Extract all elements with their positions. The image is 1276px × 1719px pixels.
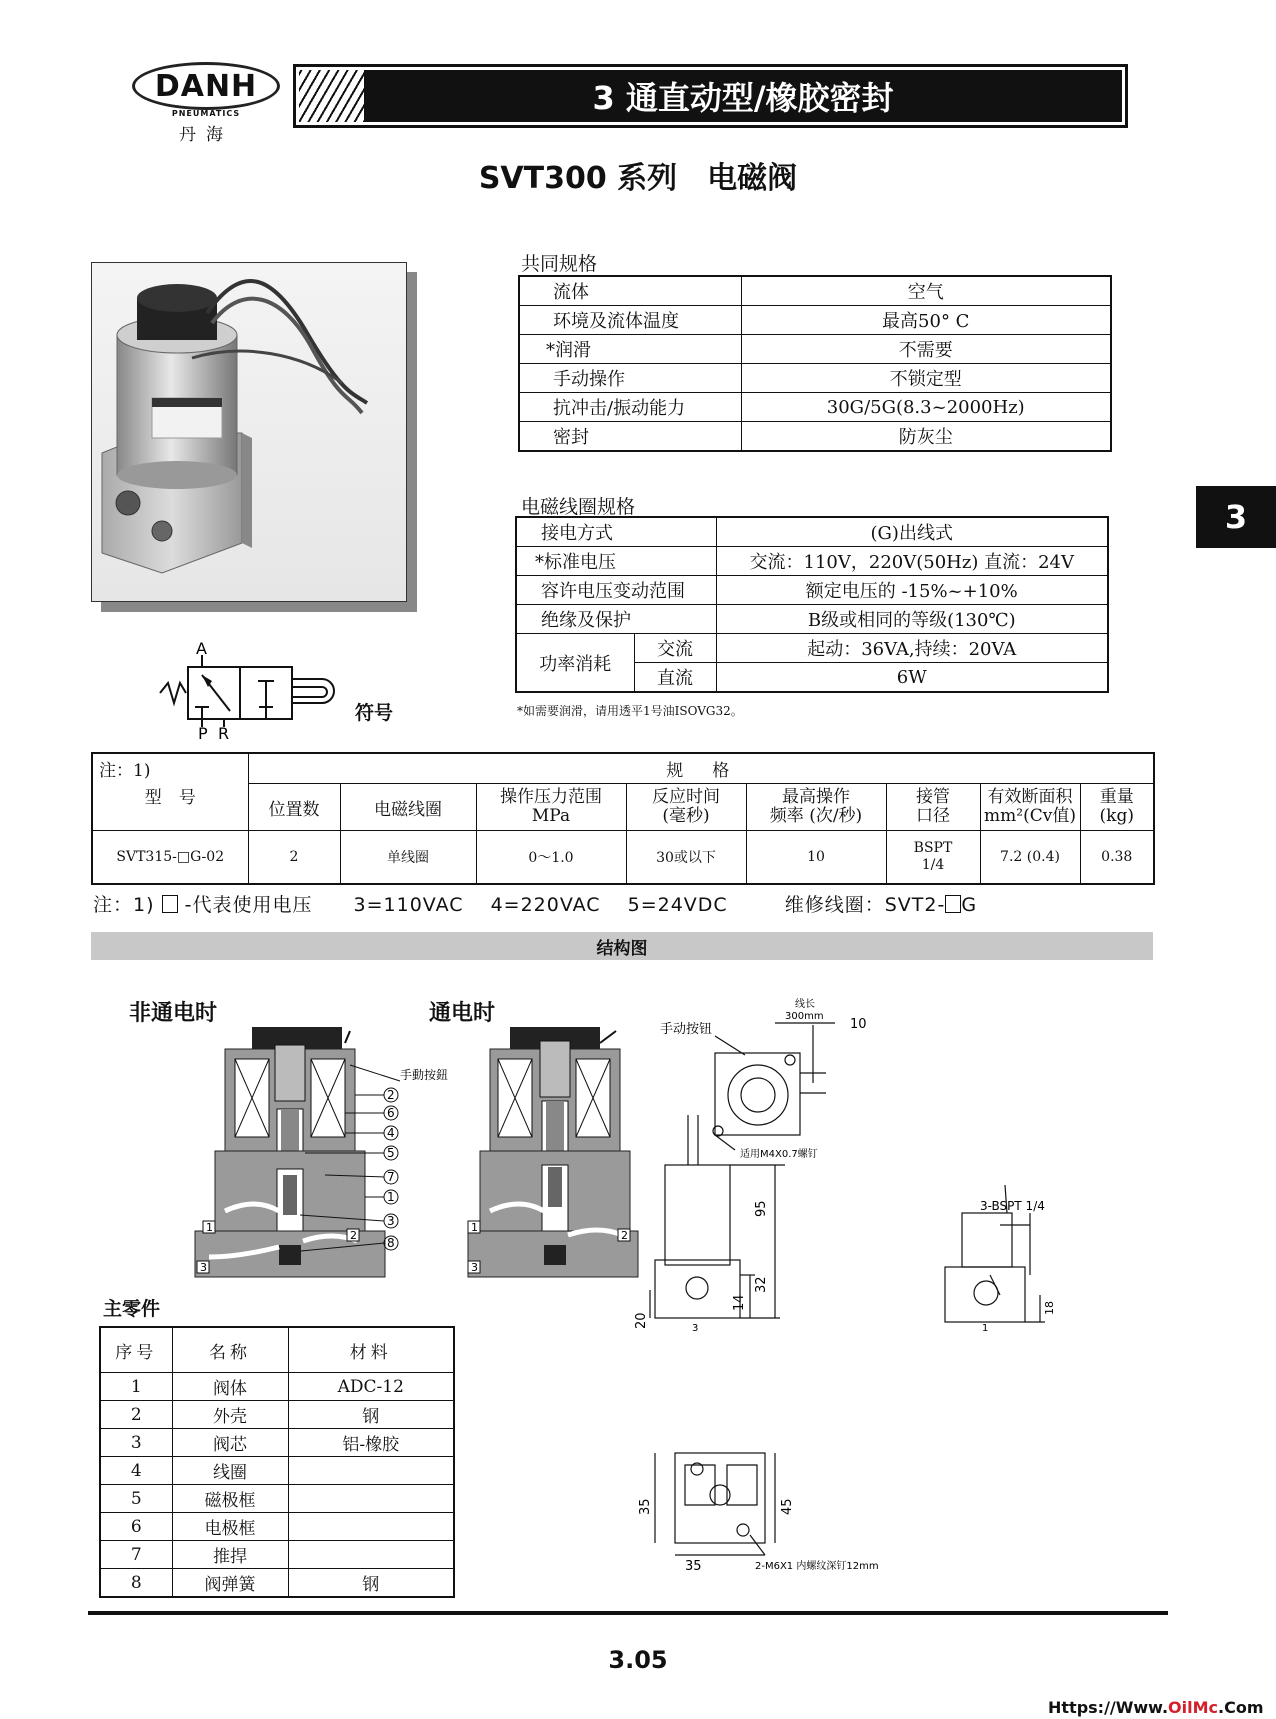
logo-oval xyxy=(132,62,280,110)
part-name: 阀体 xyxy=(172,1373,288,1401)
spec-key: 接电方式 xyxy=(516,517,716,547)
spec-value: (G)出线式 xyxy=(716,517,1108,547)
table-row xyxy=(100,1429,454,1457)
page-number: 3.05 xyxy=(608,1646,668,1674)
spec-value: 防灰尘 xyxy=(741,422,1111,452)
parts-title: 主零件 xyxy=(103,1298,161,1320)
dim-35-width: 35 xyxy=(685,1559,702,1574)
symbol-port-a: A xyxy=(196,639,207,658)
table-row xyxy=(516,605,1108,634)
spec-key: *润滑 xyxy=(519,335,741,364)
chapter-tab: 3 xyxy=(1196,486,1276,548)
spec-value: 交流：110V，220V(50Hz) 直流：24V xyxy=(716,547,1108,576)
column-header: 位置数 xyxy=(248,784,340,831)
valve-illustration xyxy=(92,263,406,601)
common-spec-caption: 共同规格 xyxy=(521,253,598,275)
watermark-pre: Https://Www. xyxy=(1048,1698,1169,1717)
dim-14: 14 xyxy=(732,1294,747,1311)
part-name: 磁极框 xyxy=(172,1485,288,1513)
de-energized-title: 非通电时 xyxy=(129,1001,218,1026)
banner-title: 3 通直动型/橡胶密封 xyxy=(364,70,1122,122)
section-banner xyxy=(293,64,1128,128)
part-no: 6 xyxy=(100,1513,172,1541)
port-1-label: 1 xyxy=(471,1221,478,1234)
port-1-label: 1 xyxy=(206,1221,213,1234)
table-row xyxy=(100,1457,454,1485)
callout-7: 7 xyxy=(387,1170,395,1184)
dim-35-height: 35 xyxy=(638,1498,653,1515)
port-3-label: 3 xyxy=(200,1261,207,1274)
table-cell: BSPT 1/4 xyxy=(886,831,980,885)
table-row xyxy=(100,1541,454,1569)
spec-value: 空气 xyxy=(741,276,1111,306)
footnote-prefix: 注：1) xyxy=(93,894,155,916)
danh-logo xyxy=(132,62,282,145)
part-material: 钢 xyxy=(288,1569,454,1598)
table-row xyxy=(519,335,1111,364)
part-name: 线圈 xyxy=(172,1457,288,1485)
part-name: 电极框 xyxy=(172,1513,288,1541)
column-header: 序号 xyxy=(100,1327,172,1373)
note-label: 注：1) xyxy=(99,761,151,781)
coil-spec-caption: 电磁线圈规格 xyxy=(521,496,636,518)
column-header: 材料 xyxy=(288,1327,454,1373)
part-name: 阀芯 xyxy=(172,1429,288,1457)
screw-label: 适用M4X0.7螺钉 xyxy=(740,1149,818,1160)
model-table xyxy=(91,752,1155,885)
footnote-desc: -代表使用电压 xyxy=(184,894,313,916)
part-no: 1 xyxy=(100,1373,172,1401)
callout-numbers xyxy=(384,1088,398,1250)
table-cell: 10 xyxy=(746,831,886,885)
logo-word: DANH xyxy=(154,68,258,104)
spec-value: 不需要 xyxy=(741,335,1111,364)
placeholder-box xyxy=(945,895,961,913)
symbol-port-p: P xyxy=(198,724,208,743)
spec-subkey: 直流 xyxy=(634,663,716,693)
banner-hatch xyxy=(299,70,365,122)
wire-length-label: 线长 xyxy=(795,999,815,1010)
column-header: 有效断面积 mm²(Cv值) xyxy=(980,784,1080,831)
table-row xyxy=(516,517,1108,547)
port-3-mark: 3 xyxy=(692,1323,699,1334)
dim-20: 20 xyxy=(634,1312,649,1329)
callout-2: 2 xyxy=(387,1088,395,1102)
coil-spec-table xyxy=(515,516,1109,693)
spec-value: 不锁定型 xyxy=(741,364,1111,393)
dim-95: 95 xyxy=(754,1200,769,1217)
table-row xyxy=(516,547,1108,576)
table-row xyxy=(519,422,1111,452)
cross-section-on xyxy=(468,1025,638,1285)
footer-rule xyxy=(88,1611,1168,1615)
part-no: 7 xyxy=(100,1541,172,1569)
dimension-drawings xyxy=(634,995,1135,1595)
column-header: 电磁线圈 xyxy=(340,784,476,831)
spec-subkey: 交流 xyxy=(634,634,716,663)
part-material xyxy=(288,1485,454,1513)
part-no: 4 xyxy=(100,1457,172,1485)
voltage-4: 4=220VAC xyxy=(490,894,601,916)
part-no: 2 xyxy=(100,1401,172,1429)
spec-key: 抗冲击/振动能力 xyxy=(519,393,741,422)
part-material xyxy=(288,1457,454,1485)
part-name: 外壳 xyxy=(172,1401,288,1429)
part-no: 3 xyxy=(100,1429,172,1457)
table-row xyxy=(92,784,1154,831)
table-header-row xyxy=(100,1327,454,1373)
callout-8: 8 xyxy=(387,1236,395,1250)
part-material: 铝-橡胶 xyxy=(288,1429,454,1457)
table-row xyxy=(516,576,1108,605)
placeholder-box xyxy=(162,895,178,913)
spec-key: 绝缘及保护 xyxy=(516,605,716,634)
spec-key: 功率消耗 xyxy=(516,634,634,693)
voltage-footnote xyxy=(93,890,977,917)
column-header: 接管 口径 xyxy=(886,784,980,831)
part-material: ADC-12 xyxy=(288,1373,454,1401)
valve-symbol xyxy=(150,639,340,743)
spec-value: 最高50° C xyxy=(741,306,1111,335)
cross-section-off xyxy=(195,1025,449,1285)
table-row xyxy=(519,393,1111,422)
voltage-5: 5=24VDC xyxy=(627,894,728,916)
structure-bar: 结构图 xyxy=(91,932,1153,960)
voltage-3: 3=110VAC xyxy=(353,894,464,916)
spec-key: 流体 xyxy=(519,276,741,306)
spec-key: 手动操作 xyxy=(519,364,741,393)
watermark-highlight: OilMc xyxy=(1168,1698,1218,1717)
manual-button-dim-label: 手动按钮 xyxy=(660,1022,713,1037)
column-header: 反应时间 (毫秒) xyxy=(626,784,746,831)
model-code: SVT315-□G-02 xyxy=(92,831,248,885)
callout-4: 4 xyxy=(387,1126,395,1140)
watermark xyxy=(1048,1698,1263,1717)
table-row xyxy=(100,1485,454,1513)
repair-suffix: G xyxy=(961,894,978,916)
part-no: 8 xyxy=(100,1569,172,1598)
table-cell: 单线圈 xyxy=(340,831,476,885)
table-cell: 7.2 (0.4) xyxy=(980,831,1080,885)
spec-key: *标准电压 xyxy=(516,547,716,576)
spec-key: 容许电压变动范围 xyxy=(516,576,716,605)
port-3-label: 3 xyxy=(471,1261,478,1274)
spec-group-header: 规 格 xyxy=(248,753,1154,784)
table-cell: 0～1.0 xyxy=(476,831,626,885)
table-row xyxy=(92,753,1154,784)
common-spec-table xyxy=(518,275,1112,452)
dim-18: 18 xyxy=(1043,1301,1056,1315)
spec-value: 起动：36VA,持续：20VA xyxy=(716,634,1108,663)
part-material: 钢 xyxy=(288,1401,454,1429)
table-row xyxy=(519,306,1111,335)
series-title: SVT300 系列 电磁阀 xyxy=(478,161,798,196)
spec-value: 额定电压的 -15%~+10% xyxy=(716,576,1108,605)
spec-value: 30G/5G(8.3~2000Hz) xyxy=(741,393,1111,422)
table-cell: 30或以下 xyxy=(626,831,746,885)
part-material xyxy=(288,1513,454,1541)
table-row xyxy=(519,276,1111,306)
table-row xyxy=(100,1373,454,1401)
callout-5: 5 xyxy=(387,1146,395,1160)
dim-45: 45 xyxy=(780,1498,795,1515)
lubrication-note: *如需要润滑，请用透平1号油ISOVG32。 xyxy=(517,704,743,718)
manual-button-label: 手動按鈕 xyxy=(400,1068,449,1082)
table-cell: 0.38 xyxy=(1080,831,1154,885)
symbol-port-r: R xyxy=(218,724,230,743)
repair-coil: 维修线圈：SVT2- xyxy=(784,894,946,916)
table-row xyxy=(92,831,1154,885)
callout-1: 1 xyxy=(387,1190,395,1204)
callout-6: 6 xyxy=(387,1106,395,1120)
spec-key: 环境及流体温度 xyxy=(519,306,741,335)
port-1-mark: 1 xyxy=(982,1323,989,1334)
part-material xyxy=(288,1541,454,1569)
logo-sub: PNEUMATICS xyxy=(171,109,241,118)
model-label: 型 号 xyxy=(144,788,196,808)
parts-table xyxy=(99,1326,455,1598)
product-photo xyxy=(91,262,407,602)
logo-chinese-name: 丹海 xyxy=(179,125,233,145)
part-no: 5 xyxy=(100,1485,172,1513)
watermark-post: .Com xyxy=(1218,1698,1264,1717)
table-row xyxy=(516,634,1108,663)
column-header: 重量 (kg) xyxy=(1080,784,1154,831)
port-2-label: 2 xyxy=(621,1229,628,1242)
wire-length-value: 300mm xyxy=(785,1011,824,1022)
dim-32: 32 xyxy=(754,1276,769,1293)
column-header: 操作压力范围 MPa xyxy=(476,784,626,831)
port-2-label: 2 xyxy=(350,1229,357,1242)
spec-value: 6W xyxy=(716,663,1108,693)
part-name: 阀弹簧 xyxy=(172,1569,288,1598)
table-row xyxy=(519,364,1111,393)
part-name: 推捍 xyxy=(172,1541,288,1569)
table-row xyxy=(100,1401,454,1429)
spec-key: 密封 xyxy=(519,422,741,452)
port-size-label: 3-BSPT 1/4 xyxy=(980,1199,1045,1213)
thread-label: 2-M6X1 内螺纹深钉12mm xyxy=(755,1561,879,1572)
symbol-label: 符号 xyxy=(355,702,394,724)
spec-value: B级或相同的等级(130℃) xyxy=(716,605,1108,634)
callout-3: 3 xyxy=(387,1214,395,1228)
column-header: 最高操作 频率 (次/秒) xyxy=(746,784,886,831)
column-header: 名称 xyxy=(172,1327,288,1373)
table-row xyxy=(100,1513,454,1541)
table-cell: 2 xyxy=(248,831,340,885)
dim-10: 10 xyxy=(850,1017,867,1032)
model-header-cell xyxy=(92,753,248,831)
table-row xyxy=(100,1569,454,1598)
energized-title: 通电时 xyxy=(429,1001,496,1026)
